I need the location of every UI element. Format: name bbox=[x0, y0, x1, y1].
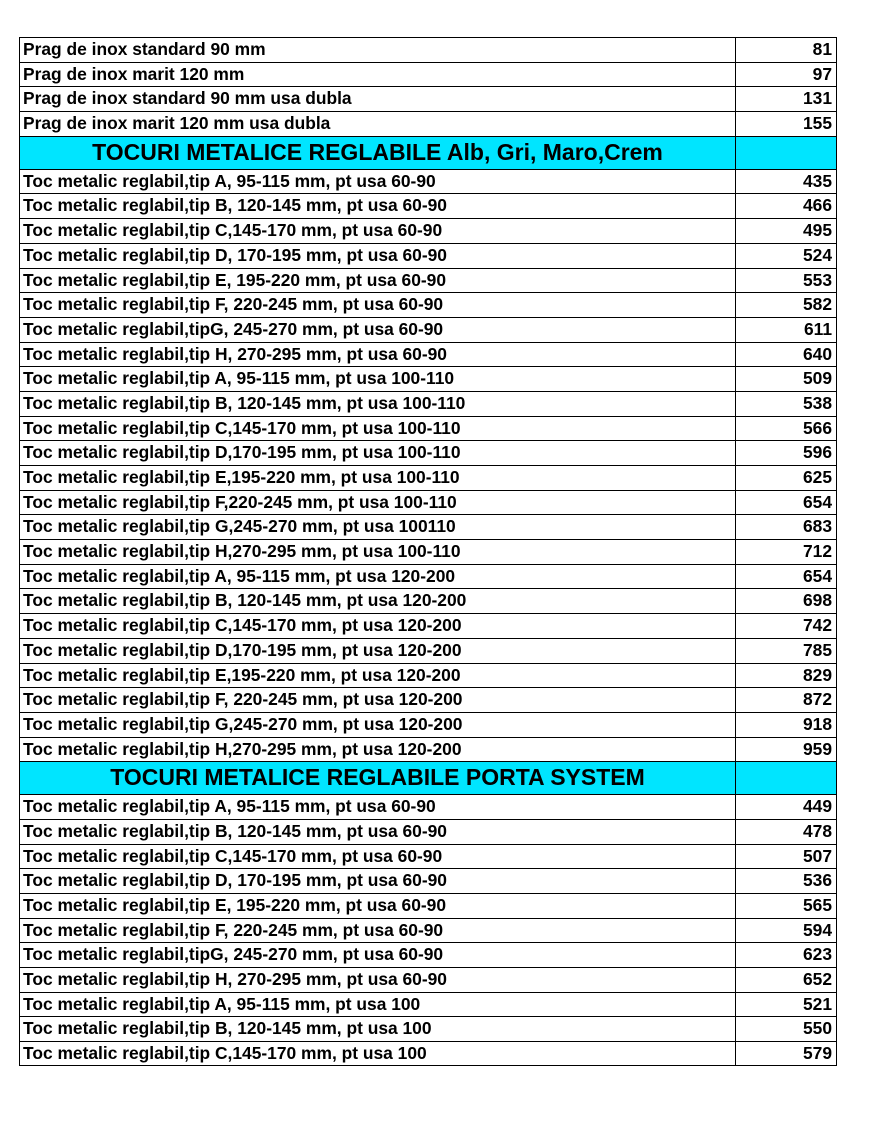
product-name: Toc metalic reglabil,tip C,145-170 mm, pt usa 60-90 bbox=[20, 219, 736, 243]
product-name: Prag de inox standard 90 mm bbox=[20, 38, 736, 62]
product-price: 611 bbox=[803, 318, 832, 339]
table-row bbox=[19, 243, 837, 268]
table-row bbox=[19, 193, 837, 218]
table-row bbox=[19, 465, 837, 490]
product-name: Toc metalic reglabil,tip E, 195-220 mm, pt usa 60-90 bbox=[20, 269, 736, 293]
product-name: Toc metalic reglabil,tip A, 95-115 mm, pt usa 120-200 bbox=[20, 565, 736, 589]
table-row bbox=[19, 687, 837, 712]
table-row bbox=[19, 317, 837, 342]
section-title: TOCURI METALICE REGLABILE Alb, Gri, Maro,Crem bbox=[20, 137, 736, 169]
table-row bbox=[19, 893, 837, 918]
product-name: Toc metalic reglabil,tip B, 120-145 mm, pt usa 60-90 bbox=[20, 194, 736, 218]
product-name: Toc metalic reglabil,tip E, 195-220 mm, pt usa 60-90 bbox=[20, 894, 736, 918]
product-name: Toc metalic reglabil,tip A, 95-115 mm, pt usa 60-90 bbox=[20, 170, 736, 194]
table-row bbox=[19, 342, 837, 367]
table-row bbox=[19, 564, 837, 589]
table-row bbox=[19, 613, 837, 638]
product-name: Toc metalic reglabil,tip B, 120-145 mm, pt usa 120-200 bbox=[20, 589, 736, 613]
product-price: 507 bbox=[802, 845, 832, 866]
product-name: Prag de inox standard 90 mm usa dubla bbox=[20, 87, 736, 111]
product-price: 596 bbox=[802, 442, 832, 463]
section-header bbox=[19, 761, 837, 794]
product-name: Toc metalic reglabil,tip B, 120-145 mm, pt usa 100-110 bbox=[20, 392, 736, 416]
table-row bbox=[19, 416, 837, 441]
product-price: 712 bbox=[802, 541, 832, 562]
product-name: Toc metalic reglabil,tip D, 170-195 mm, pt usa 60-90 bbox=[20, 244, 736, 268]
product-price: 478 bbox=[802, 820, 832, 841]
table-row bbox=[19, 62, 837, 87]
table-row bbox=[19, 588, 837, 613]
table-row bbox=[19, 169, 837, 194]
section-header-price-cell bbox=[736, 137, 836, 169]
table-row bbox=[19, 819, 837, 844]
product-price: 582 bbox=[802, 294, 832, 315]
product-price: 538 bbox=[802, 392, 832, 413]
product-price: 698 bbox=[802, 590, 832, 611]
table-row bbox=[19, 218, 837, 243]
product-name: Toc metalic reglabil,tip C,145-170 mm, pt usa 100-110 bbox=[20, 417, 736, 441]
product-price: 623 bbox=[802, 944, 832, 965]
table-row bbox=[19, 440, 837, 465]
product-name: Toc metalic reglabil,tip D, 170-195 mm, pt usa 60-90 bbox=[20, 869, 736, 893]
table-row bbox=[19, 366, 837, 391]
section-header-price-cell bbox=[736, 762, 836, 794]
table-row bbox=[19, 967, 837, 992]
table-row bbox=[19, 1016, 837, 1041]
product-price: 495 bbox=[802, 220, 832, 241]
table-row bbox=[19, 292, 837, 317]
product-price: 594 bbox=[802, 919, 832, 940]
table-row bbox=[19, 86, 837, 111]
product-price: 640 bbox=[802, 343, 832, 364]
table-row bbox=[19, 638, 837, 663]
table-row bbox=[19, 663, 837, 688]
product-price: 550 bbox=[802, 1018, 832, 1039]
product-price: 81 bbox=[812, 39, 832, 59]
product-name: Toc metalic reglabil,tip A, 95-115 mm, pt usa 100 bbox=[20, 993, 736, 1017]
price-list-table bbox=[19, 37, 837, 1066]
product-name: Toc metalic reglabil,tip E,195-220 mm, pt usa 120-200 bbox=[20, 664, 736, 688]
product-price: 683 bbox=[802, 516, 832, 537]
table-row bbox=[19, 918, 837, 943]
table-row bbox=[19, 268, 837, 293]
product-name: Toc metalic reglabil,tip F, 220-245 mm, pt usa 60-90 bbox=[20, 293, 736, 317]
product-price: 565 bbox=[802, 895, 832, 915]
product-name: Prag de inox marit 120 mm usa dubla bbox=[20, 112, 736, 136]
product-price: 579 bbox=[802, 1043, 832, 1064]
product-price: 918 bbox=[802, 713, 832, 734]
product-name: Toc metalic reglabil,tip D,170-195 mm, pt usa 120-200 bbox=[20, 639, 736, 663]
product-price: 652 bbox=[802, 969, 832, 990]
product-name: Toc metalic reglabil,tip H,270-295 mm, pt usa 120-200 bbox=[20, 738, 736, 762]
product-name: Toc metalic reglabil,tip F, 220-245 mm, pt usa 60-90 bbox=[20, 919, 736, 943]
product-price: 625 bbox=[802, 467, 832, 487]
product-name: Toc metalic reglabil,tip C,145-170 mm, pt usa 60-90 bbox=[20, 845, 736, 869]
product-name: Toc metalic reglabil,tip G,245-270 mm, pt usa 120-200 bbox=[20, 713, 736, 737]
table-row bbox=[19, 514, 837, 539]
product-name: Toc metalic reglabil,tip H,270-295 mm, pt usa 100-110 bbox=[20, 540, 736, 564]
product-price: 872 bbox=[802, 689, 832, 710]
table-row bbox=[19, 737, 837, 762]
product-name: Toc metalic reglabil,tip F,220-245 mm, pt usa 100-110 bbox=[20, 491, 736, 515]
product-name: Toc metalic reglabil,tip C,145-170 mm, pt usa 100 bbox=[20, 1042, 736, 1065]
product-price: 435 bbox=[802, 170, 832, 191]
table-row bbox=[19, 391, 837, 416]
product-name: Toc metalic reglabil,tip D,170-195 mm, pt usa 100-110 bbox=[20, 441, 736, 465]
product-name: Toc metalic reglabil,tip B, 120-145 mm, pt usa 100 bbox=[20, 1017, 736, 1041]
product-price: 97 bbox=[812, 63, 832, 84]
table-row bbox=[19, 490, 837, 515]
table-row bbox=[19, 992, 837, 1017]
product-price: 449 bbox=[802, 796, 832, 817]
product-price: 131 bbox=[802, 88, 832, 109]
product-name: Toc metalic reglabil,tip C,145-170 mm, pt usa 120-200 bbox=[20, 614, 736, 638]
product-name: Toc metalic reglabil,tip B, 120-145 mm, pt usa 60-90 bbox=[20, 820, 736, 844]
product-price: 654 bbox=[802, 491, 832, 512]
table-row bbox=[19, 844, 837, 869]
table-row bbox=[19, 712, 837, 737]
table-row bbox=[19, 111, 837, 136]
product-name: Toc metalic reglabil,tip E,195-220 mm, pt usa 100-110 bbox=[20, 466, 736, 490]
product-price: 566 bbox=[802, 417, 832, 438]
product-price: 785 bbox=[802, 639, 832, 660]
table-row bbox=[19, 794, 837, 819]
product-name: Toc metalic reglabil,tipG, 245-270 mm, pt usa 60-90 bbox=[20, 318, 736, 342]
table-row bbox=[19, 539, 837, 564]
product-price: 466 bbox=[802, 195, 832, 216]
section-title: TOCURI METALICE REGLABILE PORTA SYSTEM bbox=[20, 762, 736, 794]
product-name: Toc metalic reglabil,tip F, 220-245 mm, pt usa 120-200 bbox=[20, 688, 736, 712]
section-header bbox=[19, 136, 837, 169]
product-name: Toc metalic reglabil,tip A, 95-115 mm, pt usa 60-90 bbox=[20, 795, 736, 819]
product-name: Toc metalic reglabil,tip H, 270-295 mm, pt usa 60-90 bbox=[20, 968, 736, 992]
product-name: Toc metalic reglabil,tip G,245-270 mm, pt usa 100110 bbox=[20, 515, 736, 539]
table-row bbox=[19, 942, 837, 967]
table-row bbox=[19, 37, 837, 62]
product-name: Toc metalic reglabil,tip H, 270-295 mm, pt usa 60-90 bbox=[20, 343, 736, 367]
product-price: 509 bbox=[802, 368, 832, 389]
product-name: Toc metalic reglabil,tip A, 95-115 mm, pt usa 100-110 bbox=[20, 367, 736, 391]
product-price: 155 bbox=[802, 113, 832, 134]
table-row bbox=[19, 868, 837, 893]
product-price: 536 bbox=[802, 870, 832, 891]
product-price: 654 bbox=[802, 565, 832, 586]
product-name: Prag de inox marit 120 mm bbox=[20, 63, 736, 87]
product-price: 742 bbox=[802, 615, 832, 636]
product-price: 829 bbox=[802, 664, 832, 685]
table-row bbox=[19, 1041, 837, 1066]
product-price: 524 bbox=[802, 244, 832, 265]
product-price: 521 bbox=[802, 993, 832, 1014]
product-name: Toc metalic reglabil,tipG, 245-270 mm, pt usa 60-90 bbox=[20, 943, 736, 967]
product-price: 959 bbox=[802, 738, 832, 759]
product-price: 553 bbox=[802, 269, 832, 290]
